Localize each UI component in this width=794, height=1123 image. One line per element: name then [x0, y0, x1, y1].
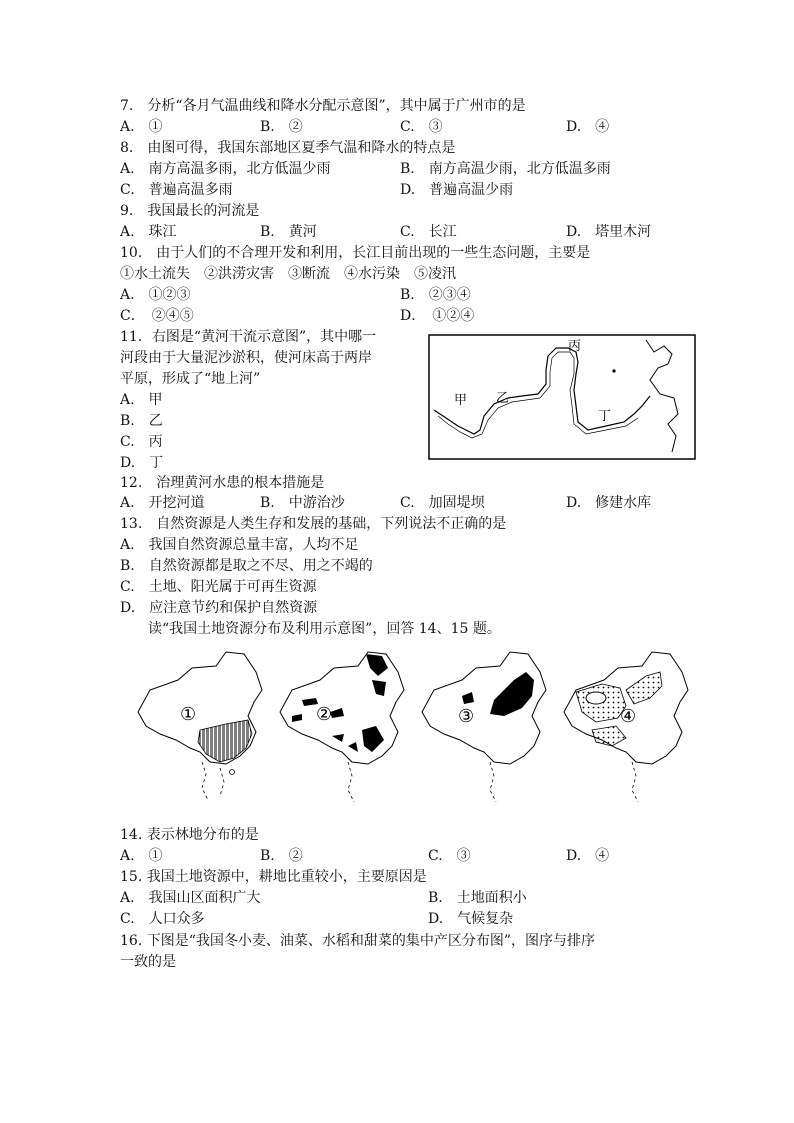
land-resource-maps: [126, 648, 698, 813]
river-label-jia: 甲: [454, 393, 468, 408]
question-14-stem: 14. 表示林地分布的是: [120, 827, 259, 843]
land-map-1-label: ①: [180, 704, 197, 725]
q13-option-a[interactable]: A. 我国自然资源总量丰富，人均不足: [120, 537, 359, 553]
land-map-4-label: ④: [620, 706, 637, 727]
q14-option-c[interactable]: C. ③: [428, 848, 471, 864]
question-12-stem: 12. 治理黄河水患的根本措施是: [120, 475, 325, 491]
q12-option-a[interactable]: A. 开挖河道: [120, 495, 205, 511]
q7-option-a[interactable]: A. ①: [120, 119, 163, 135]
q15-option-a[interactable]: A. 我国山区面积广大: [120, 890, 261, 906]
q7-option-d[interactable]: D. ④: [566, 119, 610, 135]
q8-option-d[interactable]: D. 普遍高温少雨: [400, 182, 514, 198]
river-label-yi: 乙: [496, 391, 510, 406]
q9-option-c[interactable]: C. 长江: [400, 224, 457, 240]
q13-option-d[interactable]: D. 应注意节约和保护自然资源: [120, 600, 318, 616]
q10-option-b[interactable]: B. ②③④: [400, 287, 471, 303]
q8-option-c[interactable]: C. 普遍高温多雨: [120, 182, 233, 198]
yellow-river-map: [428, 334, 696, 460]
question-10-stem: 10. 由于人们的不合理开发和利用，长江目前出现的一些生态问题，主要是: [120, 245, 591, 261]
q9-option-a[interactable]: A. 珠江: [120, 224, 177, 240]
q10-option-a[interactable]: A. ①②③: [120, 287, 191, 303]
q7-option-c[interactable]: C. ③: [400, 119, 443, 135]
question-9-stem: 9. 我国最长的河流是: [120, 203, 260, 219]
q15-option-c[interactable]: C. 人口众多: [120, 911, 205, 927]
land-map-3: [422, 652, 546, 802]
question-7-stem: 7. 分析“各月气温曲线和降水分配示意图”，其中属于广州市的是: [120, 98, 526, 114]
q7-option-b[interactable]: B. ②: [260, 119, 303, 135]
land-map-4: [564, 652, 688, 802]
q11-option-b[interactable]: B. 乙: [120, 413, 163, 429]
land-map-2: [280, 652, 404, 802]
question-11-stem-line-1: 11．右图是“黄河干流示意图”，其中哪一: [120, 329, 377, 345]
q15-option-b[interactable]: B. 土地面积小: [428, 890, 527, 906]
question-16-stem-line-2: 一致的是: [120, 954, 176, 970]
city-dot: [612, 369, 615, 372]
q11-option-d[interactable]: D. 丁: [120, 455, 164, 471]
q10-option-c[interactable]: C． ②④⑤: [120, 308, 194, 324]
q13-option-b[interactable]: B. 自然资源都是取之不尽、用之不竭的: [120, 558, 373, 574]
q15-option-d[interactable]: D. 气候复杂: [428, 911, 514, 927]
question-15-stem: 15. 我国土地资源中，耕地比重较小，主要原因是: [120, 869, 427, 885]
land-map-1: [138, 652, 262, 800]
q12-option-b[interactable]: B. 中游治沙: [260, 495, 345, 511]
q9-option-d[interactable]: D. 塔里木河: [566, 224, 652, 240]
river-label-bing: 丙: [568, 339, 582, 354]
q9-option-b[interactable]: B. 黄河: [260, 224, 317, 240]
q12-option-c[interactable]: C. 加固堤坝: [400, 495, 485, 511]
q14-option-a[interactable]: A. ①: [120, 848, 163, 864]
q13-option-c[interactable]: C. 土地、阳光属于可再生资源: [120, 579, 317, 595]
q8-option-a[interactable]: A. 南方高温多雨，北方低温少雨: [120, 161, 331, 177]
question-11-stem-line-3: 平原，形成了“地上河”: [120, 371, 261, 387]
q8-option-b[interactable]: B. 南方高温少雨，北方低温多雨: [400, 161, 611, 177]
question-13-stem: 13. 自然资源是人类生存和发展的基础，下列说法不正确的是: [120, 516, 507, 532]
q12-option-d[interactable]: D. 修建水库: [566, 495, 652, 511]
q11-option-a[interactable]: A. 甲: [120, 392, 163, 408]
question-16-stem-line-1: 16. 下图是“我国冬小麦、油菜、水稻和甜菜的集中产区分布图”，图序与排序: [120, 933, 596, 949]
land-map-2-label: ②: [316, 704, 333, 725]
q14-option-b[interactable]: B. ②: [260, 848, 303, 864]
q11-option-c[interactable]: C. 丙: [120, 434, 163, 450]
map-frame: [429, 335, 695, 459]
question-11-stem-line-2: 河段由于大量泥沙淤积，使河床高于两岸: [120, 350, 372, 366]
land-map-3-label: ③: [458, 706, 475, 727]
read-map-prompt: 读“我国土地资源分布及利用示意图”，回答 14、15 题。: [148, 621, 501, 637]
question-10-items: ①水土流失 ②洪涝灾害 ③断流 ④水污染 ⑤凌汛: [120, 266, 456, 282]
question-8-stem: 8. 由图可得，我国东部地区夏季气温和降水的特点是: [120, 140, 456, 156]
q14-option-d[interactable]: D. ④: [566, 848, 610, 864]
river-label-ding: 丁: [598, 409, 612, 424]
q10-option-d[interactable]: D． ①②④: [400, 308, 475, 324]
